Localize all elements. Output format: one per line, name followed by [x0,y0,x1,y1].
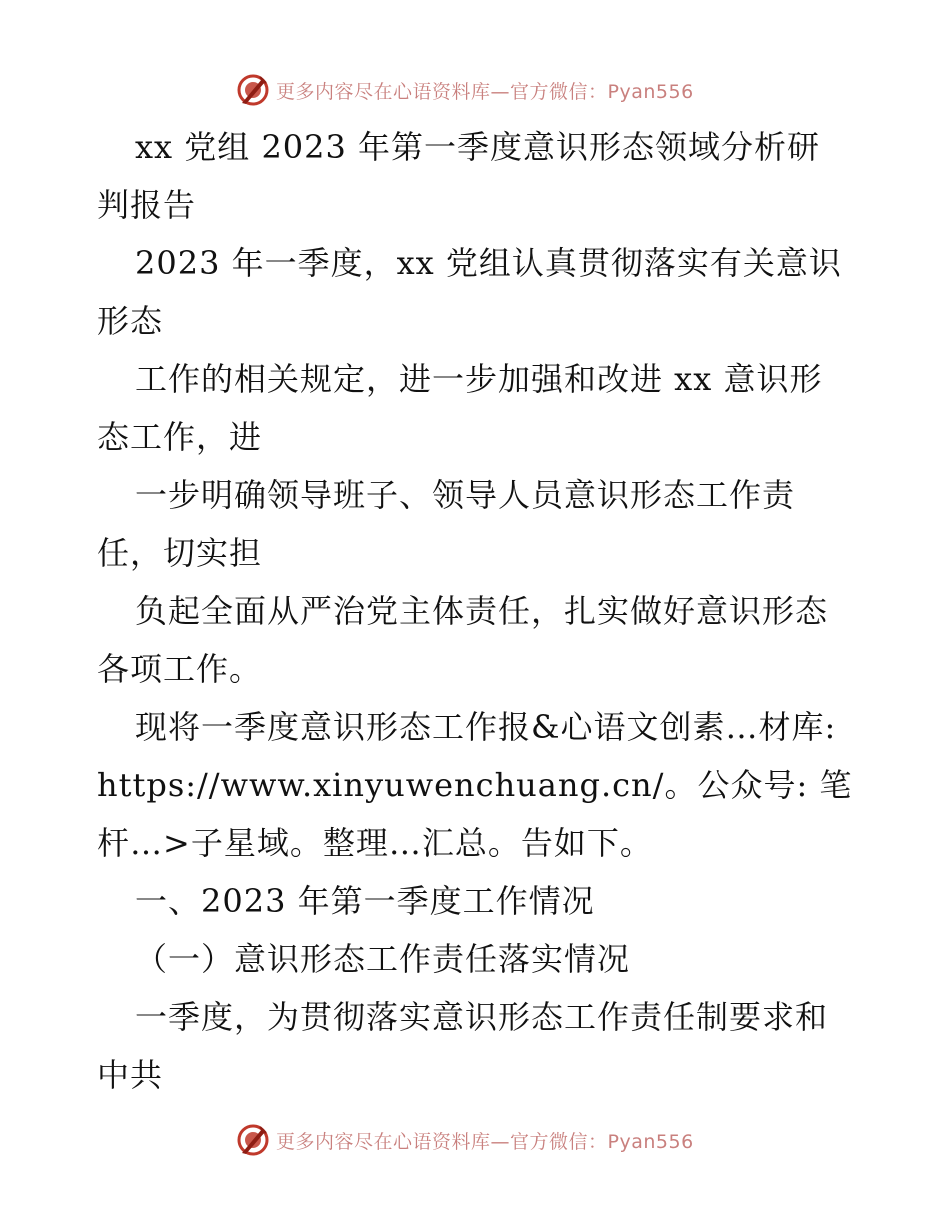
document-body [97,118,853,1104]
section-heading: 一、2023 年第一季度工作情况 [135,882,595,920]
paragraph: 一季度，为贯彻落实意识形态工作责任制要求和中共 [97,998,829,1094]
subsection-heading: （一）意识形态工作责任落实情况 [135,940,631,978]
paragraph: 现将一季度意识形态工作报&心语文创素…材库: https://www.xinyuwenchuang.cn/。公众号: 笔杆…>子星域。整理…汇总。告如下。 [97,708,853,862]
feather-quill-seal-icon [236,73,270,107]
feather-quill-seal-icon [236,1123,270,1157]
paragraph: 工作的相关规定，进一步加强和改进 xx 意识形态工作，进 [97,360,823,456]
doc-title: xx 党组 2023 年第一季度意识形态领域分析研判报告 [97,128,821,224]
watermark-text: 更多内容尽在心语资料库—官方微信：Pyan556 [276,80,694,103]
watermark-text: 更多内容尽在心语资料库—官方微信：Pyan556 [276,1130,694,1153]
paragraph: 2023 年一季度，xx 党组认真贯彻落实有关意识形态 [97,244,842,340]
watermark-header [236,72,694,108]
paragraph: 负起全面从严治党主体责任，扎实做好意识形态各项工作。 [97,592,829,688]
watermark-footer [236,1122,694,1158]
paragraph: 一步明确领导班子、领导人员意识形态工作责任，切实担 [97,476,796,572]
